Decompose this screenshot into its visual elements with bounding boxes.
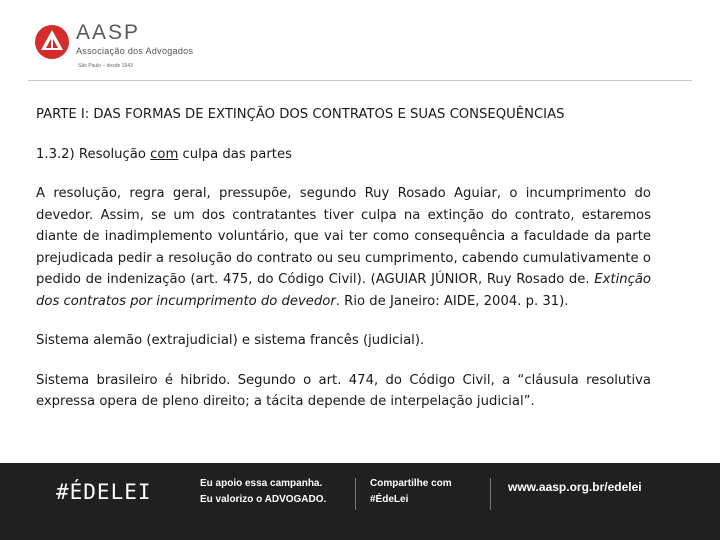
share-line-2: #ÉdeLei [370,494,409,505]
part-title: PARTE I: DAS FORMAS DE EXTINÇÃO DOS CONTRATOS E SUAS CONSEQUÊNCIAS [36,107,565,122]
citation-title: Extinção dos contratos por incumprimento do devedor [36,272,651,309]
campaign-line-1: Eu apoio essa campanha. [200,478,323,489]
banner-hashtag: #ÉDELEI [56,480,152,504]
document-body [36,104,651,413]
paragraph-brazilian-system: Sistema brasileiro é hibrido. Segundo o art. 474, do Código Civil, a “cláusula resolutiva expressa opera de pleno direito; a tácita depende de interpelação judicial”. [36,372,651,409]
banner-share-text [370,476,452,508]
logo-subtitle: Associação dos Advogados [76,46,194,56]
paragraph-systems: Sistema alemão (extrajudicial) e sistema francês (judicial). [36,333,425,348]
aasp-emblem-icon [34,24,70,60]
banner-campaign-text [200,476,326,508]
share-line-1: Compartilhe com [370,478,452,489]
section-title-prefix: 1.3.2) Resolução [36,146,151,162]
campaign-banner [0,463,720,540]
campaign-line-2-prefix: Eu valorizo o [200,494,265,505]
logo-name: AASP [76,21,141,44]
campaign-line-2 [200,492,326,508]
banner-divider [490,478,491,510]
paragraph-resolution [36,183,651,312]
citation-end: . Rio de Janeiro: AIDE, 2004. p. 31). [335,293,569,309]
logo-place: São Paulo – desde 1943 [78,63,133,69]
paragraph-resolution-text: A resolução, regra geral, pressupõe, segundo Ruy Rosado Aguiar, o incumprimento do devedor. Assim, se um dos contratantes tiver culpa na extinção do contrato, estaremos diante de inadimplemento voluntário, que vai ter como consequência a faculdade da parte prejudicada pedir a resolução do contrato ou seu cumprimento, cabendo cumulativamente o pedido de indenização (art. 475, do Código Civil). (AGUIAR JÚNIOR, Ruy Rosado de. [36,186,651,287]
banner-site-link[interactable]: www.aasp.org.br/edelei [508,480,642,494]
header-divider [28,80,692,81]
section-title [36,144,651,166]
section-title-underlined: com [150,146,179,162]
campaign-line-2-strong: ADVOGADO. [264,494,327,505]
aasp-logo [34,20,234,80]
section-title-suffix: culpa das partes [178,146,292,162]
banner-divider [355,478,356,510]
